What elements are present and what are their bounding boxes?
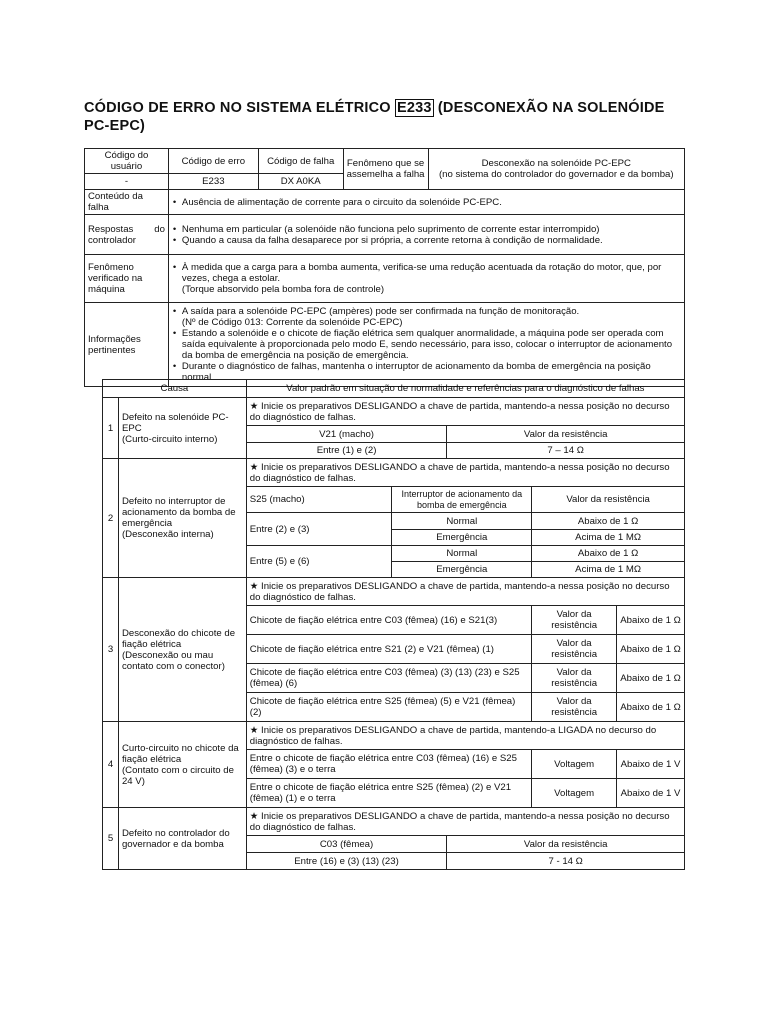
measurement-kind: Valor da resistência	[532, 635, 617, 664]
switch-position: Normal	[392, 513, 532, 530]
resistance-value: 7 - 14 Ω	[447, 853, 685, 870]
list-item: • Durante o diagnóstico de falhas, mantenha o interruptor de acionamento da bomba de emergência na posição normal.	[182, 361, 681, 383]
phenomenon-value	[428, 149, 684, 190]
pin-pair: Entre (1) e (2)	[246, 443, 447, 459]
list-item-text: À medida que a carga para a bomba aumenta, verifica-se uma redução acentuada da rotação do motor, que, por vezes, chega a estolar.	[181, 262, 662, 284]
error-code-box: E233	[396, 100, 432, 116]
col-cause: Causa	[103, 380, 247, 398]
cause-detail: (Desconexão ou mau contato com o conector)	[121, 649, 225, 672]
list-item: • Nenhuma em particular (a solenóide não funciona pelo suprimento de corrente estar interrompido)	[182, 224, 681, 235]
cause-number: 4	[103, 722, 119, 808]
row-label-fault-content: Conteúdo da falha	[85, 190, 169, 215]
harness-description: Chicote de fiação elétrica entre C03 (fêmea) (16) e S21(3)	[246, 606, 531, 635]
user-code-value: -	[85, 174, 169, 190]
resistance-header: Valor da resistência	[447, 426, 685, 443]
cause-title: Desconexão do chicote de fiação elétrica	[121, 627, 236, 650]
harness-description: Entre o chicote de fiação elétrica entre C03 (fêmea) (16) e S25 (fêmea) (3) e o terra	[246, 750, 531, 779]
pin-pair: Entre (5) e (6)	[246, 546, 392, 578]
title-suffix: (DESCONEXÃO NA SOLENÓIDE PC-EPC)	[84, 100, 665, 134]
measurement-kind: Valor da resistência	[532, 606, 617, 635]
harness-description: Chicote de fiação elétrica entre S25 (fêmea) (5) e V21 (fêmea) (2)	[246, 693, 531, 722]
instruction-text: ★ Inicie os preparativos DESLIGANDO a chave de partida, mantendo-a LIGADA no decurso do diagnóstico de falhas.	[246, 722, 684, 750]
list-item: • Estando a solenóide e o chicote de fiação elétrica sem qualquer anormalidade, a máquina pode ser operada com saída equivalente à proporcionada pelo modo E, sendo necessário, para isso, colocar o interruptor de acionamento da bomba de emergência na posição de emergência.	[182, 328, 681, 361]
cause-label	[118, 398, 246, 459]
measurement-kind: Valor da resistência	[532, 664, 617, 693]
connector-header: S25 (macho)	[246, 487, 392, 513]
resistance-value: Abaixo de 1 Ω	[532, 546, 685, 562]
cause-label	[118, 578, 246, 722]
measurement-value: Abaixo de 1 Ω	[617, 606, 685, 635]
measurement-value: Abaixo de 1 V	[617, 779, 685, 808]
switch-position: Emergência	[392, 562, 532, 578]
harness-description: Chicote de fiação elétrica entre S21 (2) e V21 (fêmea) (1)	[246, 635, 531, 664]
list-item-note: (Torque absorvido pela bomba fora de controle)	[181, 284, 385, 295]
list-item-note: (Nº de Código 013: Corrente da solenóide PC-EPC)	[181, 317, 403, 328]
list-item	[182, 262, 681, 295]
cause-table	[102, 379, 685, 870]
pin-pair: Entre (16) e (3) (13) (23)	[246, 853, 447, 870]
cause-number: 1	[103, 398, 119, 459]
col-phenomenon: Fenômeno que se assemelha a falha	[343, 149, 428, 190]
connector-header: V21 (macho)	[246, 426, 447, 443]
cause-label	[118, 459, 246, 578]
fault-summary-table	[84, 148, 685, 387]
row-label-machine-phenomenon: Fenômeno verificado na máquina	[85, 255, 169, 303]
harness-description: Entre o chicote de fiação elétrica entre S25 (fêmea) (2) e V21 (fêmea) (1) e o terra	[246, 779, 531, 808]
cause-number: 3	[103, 578, 119, 722]
page-title	[84, 99, 694, 135]
resistance-value: 7 – 14 Ω	[447, 443, 685, 459]
cause-detail: (Desconexão interna)	[121, 529, 214, 540]
list-item	[182, 306, 681, 328]
cause-detail: (Contato com o circuito de 24 V)	[121, 764, 234, 787]
resistance-value: Acima de 1 MΩ	[532, 562, 685, 578]
cause-detail: (Curto-circuito interno)	[121, 433, 218, 445]
instruction-text: ★ Inicie os preparativos DESLIGANDO a chave de partida, mantendo-a nessa posição no decurso do diagnóstico de falhas.	[246, 459, 684, 487]
col-user-code: Código do usuário	[85, 149, 169, 174]
cause-label	[118, 808, 246, 870]
list-item: • Quando a causa da falha desaparece por si própria, a corrente retorna à condição de normalidade.	[182, 235, 681, 246]
list-item: • Ausência de alimentação de corrente para o circuito da solenóide PC-EPC.	[182, 197, 681, 208]
col-fault-code: Código de falha	[258, 149, 343, 174]
resistance-header: Valor da resistência	[447, 836, 685, 853]
switch-position: Emergência	[392, 530, 532, 546]
cause-number: 2	[103, 459, 119, 578]
cause-title: Curto-circuito no chicote da fiação elétrica	[121, 742, 239, 765]
row-value-fault-content	[168, 190, 684, 215]
instruction-text: ★ Inicie os preparativos DESLIGANDO a chave de partida, mantendo-a nessa posição no decurso do diagnóstico de falhas.	[246, 578, 684, 606]
phenomenon-line-1: Desconexão na solenóide PC-EPC	[481, 158, 631, 169]
switch-header: Interruptor de acionamento da bomba de emergência	[392, 487, 532, 513]
cause-number: 5	[103, 808, 119, 870]
cause-title: Defeito no controlador do governador e da bomba	[121, 827, 230, 850]
cause-title: Defeito na solenóide PC-EPC	[121, 411, 229, 434]
harness-description: Chicote de fiação elétrica entre C03 (fêmea) (3) (13) (23) e S25 (fêmea) (6)	[246, 664, 531, 693]
measurement-value: Abaixo de 1 Ω	[617, 664, 685, 693]
row-label-controller-response: Respostas do controlador	[85, 215, 169, 255]
row-label-related-info: Informações pertinentes	[85, 303, 169, 387]
row-value-controller-response	[168, 215, 684, 255]
title-prefix: CÓDIGO DE ERRO NO SISTEMA ELÉTRICO	[84, 100, 395, 116]
row-value-machine-phenomenon	[168, 255, 684, 303]
phenomenon-line-2: (no sistema do controlador do governador e da bomba)	[438, 169, 674, 180]
resistance-header: Valor da resistência	[532, 487, 685, 513]
measurement-value: Abaixo de 1 Ω	[617, 693, 685, 722]
measurement-kind: Valor da resistência	[532, 693, 617, 722]
col-error-code: Código de erro	[168, 149, 258, 174]
switch-position: Normal	[392, 546, 532, 562]
measurement-value: Abaixo de 1 Ω	[617, 635, 685, 664]
cause-label	[118, 722, 246, 808]
connector-header: C03 (fêmea)	[246, 836, 447, 853]
cause-title: Defeito no interruptor de acionamento da bomba de emergência	[121, 496, 236, 529]
instruction-text: ★ Inicie os preparativos DESLIGANDO a chave de partida, mantendo-a nessa posição no decurso do diagnóstico de falhas.	[246, 398, 684, 426]
measurement-kind: Voltagem	[532, 779, 617, 808]
list-item-text: A saída para a solenóide PC-EPC (ampères) pode ser confirmada na função de monitoração.	[181, 306, 580, 317]
instruction-text: ★ Inicie os preparativos DESLIGANDO a chave de partida, mantendo-a nessa posição no decurso do diagnóstico de falhas.	[246, 808, 684, 836]
col-standard-value: Valor padrão em situação de normalidade e referências para o diagnóstico de falhas	[246, 380, 684, 398]
resistance-value: Abaixo de 1 Ω	[532, 513, 685, 530]
resistance-value: Acima de 1 MΩ	[532, 530, 685, 546]
pin-pair: Entre (2) e (3)	[246, 513, 392, 546]
error-code-value: E233	[168, 174, 258, 190]
measurement-value: Abaixo de 1 V	[617, 750, 685, 779]
fault-code-value: DX A0KA	[258, 174, 343, 190]
measurement-kind: Voltagem	[532, 750, 617, 779]
row-value-related-info	[168, 303, 684, 387]
